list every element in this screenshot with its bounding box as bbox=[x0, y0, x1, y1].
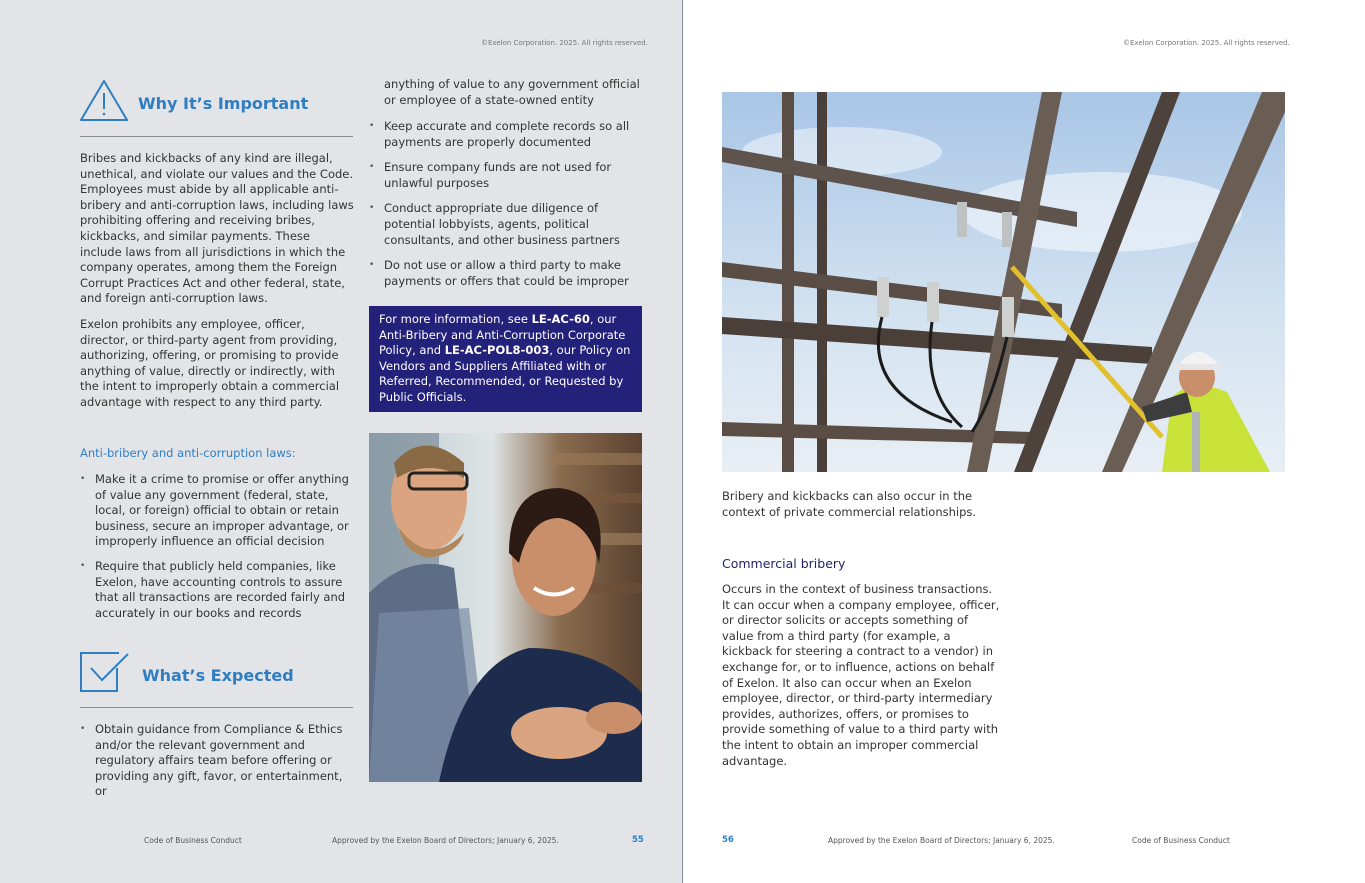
checkbox-check-icon bbox=[79, 651, 131, 693]
info-text-3: , our Policy on Vendors and Suppliers Affiliated with or Referred, Recommended, or Requested by Public Officials. bbox=[379, 343, 631, 404]
laws-list bbox=[80, 472, 358, 621]
commercial-bribery-text: Occurs in the context of business transactions. It can occur when a company employee, officer, or director solicits or accepts something of value from a third party (for example, a kickback for steering a contract to a vendor) in exchange for, or to influence, actions on behalf of Exelon. It also can occur when an Exelon employee, director, or third-party intermediary provides, authorizes, offers, or promises to provide something of value to a third party with the intent to obtain an improper commercial advantage. bbox=[722, 582, 1000, 768]
policy-link-le-ac-60[interactable]: LE-AC-60 bbox=[531, 312, 590, 326]
footer-doc-title-left: Code of Business Conduct bbox=[144, 836, 242, 845]
office-colleagues-photo bbox=[369, 433, 642, 782]
page-number-left: 55 bbox=[632, 835, 644, 845]
list-item: • Require that publicly held companies, like Exelon, have accounting controls to assure that all transactions are recorded fairly and accurately in our books and records bbox=[80, 559, 358, 621]
list-item: • Make it a crime to promise or offer anything of value any government (federal, state, local, or foreign) official to obtain or retain business, secure an improper advantage, or improperly influence an official decision bbox=[80, 472, 358, 550]
info-text-1: For more information, see bbox=[379, 312, 532, 326]
why-paragraph-1: Bribes and kickbacks of any kind are illegal, unethical, and violate our values and the Code. Employees must abide by all applicable anti-bribery and anti-corruption laws, including laws prohibiting offering and receiving bribes, kickbacks, and similar payments. These include laws from all jurisdictions in which the company operates, among them the Foreign Corrupt Practices Act and other federal, state, and foreign anti-corruption laws. bbox=[80, 151, 354, 306]
list-item: • Conduct appropriate due diligence of potential lobbyists, agents, political consultants, and other business partners bbox=[369, 201, 645, 248]
private-bribery-intro: Bribery and kickbacks can also occur in the context of private commercial relationships. bbox=[722, 489, 977, 519]
why-rule bbox=[80, 136, 353, 137]
laws-heading: Anti-bribery and anti-corruption laws: bbox=[80, 446, 296, 460]
expected-list bbox=[369, 119, 645, 289]
footer-approval-left: Approved by the Exelon Board of Directors; January 6, 2025. bbox=[332, 836, 559, 845]
warning-triangle-icon bbox=[79, 79, 129, 122]
policy-link-le-ac-pol8-003[interactable]: LE-AC-POL8-003 bbox=[444, 343, 550, 358]
expected-list-start bbox=[80, 722, 352, 800]
list-item: • Do not use or allow a third party to make payments or offers that could be improper bbox=[369, 258, 645, 289]
utility-worker-photo bbox=[722, 92, 1285, 472]
list-item: • Ensure company funds are not used for unlawful purposes bbox=[369, 160, 645, 191]
footer-doc-title-right: Code of Business Conduct bbox=[1132, 836, 1230, 845]
commercial-bribery-heading: Commercial bribery bbox=[722, 556, 846, 571]
expected-rule bbox=[80, 707, 353, 708]
list-item: • Keep accurate and complete records so all payments are properly documented bbox=[369, 119, 645, 150]
list-item: • Obtain guidance from Compliance & Ethics and/or the relevant government and regulatory affairs team before offering or providing any gift, favor, or entertainment, or bbox=[80, 722, 352, 800]
footer-approval-right: Approved by the Exelon Board of Directors; January 6, 2025. bbox=[828, 836, 1055, 845]
info-text-2: , our Anti-Bribery and Anti-Corruption Corporate Policy, and bbox=[379, 312, 626, 358]
whats-expected-heading: What’s Expected bbox=[142, 666, 294, 685]
copyright-left: ©Exelon Corporation. 2025. All rights reserved. bbox=[481, 39, 648, 47]
expected-continued-text: anything of value to any government official or employee of a state-owned entity bbox=[384, 77, 640, 107]
more-info-box bbox=[369, 306, 642, 412]
page-divider bbox=[682, 0, 683, 883]
why-important-heading: Why It’s Important bbox=[138, 94, 309, 113]
page-number-right: 56 bbox=[722, 835, 734, 845]
copyright-right: ©Exelon Corporation. 2025. All rights reserved. bbox=[1123, 39, 1290, 47]
why-paragraph-2: Exelon prohibits any employee, officer, director, or third-party agent from providing, authorizing, offering, or promising to provide anything of value, directly or indirectly, with the intent to improperly obtain a commercial advantage with respect to any third party. bbox=[80, 317, 340, 409]
